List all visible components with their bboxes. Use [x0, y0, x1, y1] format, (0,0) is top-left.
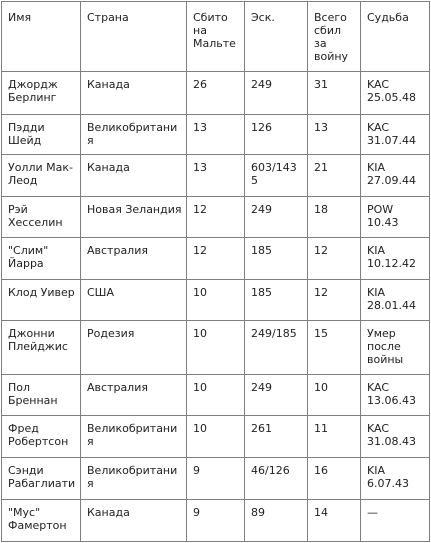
header-country: Страна	[81, 2, 187, 72]
cell-name: Фред Робертсон	[2, 416, 81, 458]
cell-country: Канада	[81, 500, 187, 542]
cell-total-kills: 12	[308, 280, 361, 321]
cell-name: Пэдди Шейд	[2, 115, 81, 155]
table-row	[2, 280, 430, 321]
cell-name: Джонни Плейджис	[2, 321, 81, 375]
table-header-row	[2, 2, 430, 72]
cell-fate: —	[361, 500, 430, 542]
cell-country: Австралия	[81, 238, 187, 280]
table-row	[2, 155, 430, 197]
cell-squadron: 249	[245, 375, 308, 416]
cell-fate: KAC 31.08.43	[361, 416, 430, 458]
table-row	[2, 500, 430, 542]
cell-name: "Слим" Йарра	[2, 238, 81, 280]
cell-malta-kills: 10	[187, 280, 245, 321]
cell-malta-kills: 12	[187, 238, 245, 280]
cell-squadron: 261	[245, 416, 308, 458]
header-name: Имя	[2, 2, 81, 72]
cell-country: Великобритания	[81, 458, 187, 500]
cell-total-kills: 15	[308, 321, 361, 375]
cell-malta-kills: 26	[187, 72, 245, 115]
table-row	[2, 458, 430, 500]
cell-malta-kills: 9	[187, 458, 245, 500]
table-row	[2, 72, 430, 115]
cell-total-kills: 11	[308, 416, 361, 458]
cell-squadron: 249	[245, 197, 308, 238]
cell-country: Австралия	[81, 375, 187, 416]
cell-name: Клод Уивер	[2, 280, 81, 321]
cell-squadron: 46/126	[245, 458, 308, 500]
cell-name: Пол Бреннан	[2, 375, 81, 416]
cell-country: США	[81, 280, 187, 321]
table-row	[2, 238, 430, 280]
cell-malta-kills: 9	[187, 500, 245, 542]
aces-table	[1, 1, 430, 542]
table-row	[2, 115, 430, 155]
cell-malta-kills: 13	[187, 155, 245, 197]
cell-country: Великобритания	[81, 416, 187, 458]
header-total-kills: Всего сбил за войну	[308, 2, 361, 72]
cell-total-kills: 31	[308, 72, 361, 115]
header-malta-kills: Сбито на Мальте	[187, 2, 245, 72]
cell-squadron: 89	[245, 500, 308, 542]
cell-fate: KAC 25.05.48	[361, 72, 430, 115]
cell-malta-kills: 13	[187, 115, 245, 155]
cell-squadron: 185	[245, 238, 308, 280]
cell-name: Джордж Берлинг	[2, 72, 81, 115]
cell-country: Канада	[81, 72, 187, 115]
cell-total-kills: 18	[308, 197, 361, 238]
table-row	[2, 197, 430, 238]
cell-fate: POW 10.43	[361, 197, 430, 238]
cell-name: "Мус" Фамертон	[2, 500, 81, 542]
cell-malta-kills: 10	[187, 321, 245, 375]
cell-total-kills: 21	[308, 155, 361, 197]
cell-squadron: 126	[245, 115, 308, 155]
cell-total-kills: 10	[308, 375, 361, 416]
table-row	[2, 375, 430, 416]
cell-fate: KIA 10.12.42	[361, 238, 430, 280]
cell-fate: KIA 27.09.44	[361, 155, 430, 197]
cell-country: Канада	[81, 155, 187, 197]
cell-name: Рэй Хесселин	[2, 197, 81, 238]
cell-malta-kills: 12	[187, 197, 245, 238]
cell-total-kills: 14	[308, 500, 361, 542]
aces-table-container	[1, 1, 430, 542]
cell-squadron: 603/1435	[245, 155, 308, 197]
header-squadron: Эск.	[245, 2, 308, 72]
cell-name: Уолли Мак-Леод	[2, 155, 81, 197]
cell-name: Сэнди Рабаглиати	[2, 458, 81, 500]
cell-fate: KAC 31.07.44	[361, 115, 430, 155]
cell-country: Новая Зеландия	[81, 197, 187, 238]
cell-total-kills: 12	[308, 238, 361, 280]
table-row	[2, 321, 430, 375]
cell-fate: KIA 28.01.44	[361, 280, 430, 321]
cell-squadron: 249	[245, 72, 308, 115]
cell-country: Великобритания	[81, 115, 187, 155]
cell-fate: Умер после войны	[361, 321, 430, 375]
cell-malta-kills: 10	[187, 416, 245, 458]
cell-total-kills: 16	[308, 458, 361, 500]
header-fate: Судьба	[361, 2, 430, 72]
cell-fate: KAC 13.06.43	[361, 375, 430, 416]
cell-malta-kills: 10	[187, 375, 245, 416]
cell-country: Родезия	[81, 321, 187, 375]
cell-fate: KIA 6.07.43	[361, 458, 430, 500]
cell-squadron: 249/185	[245, 321, 308, 375]
cell-squadron: 185	[245, 280, 308, 321]
cell-total-kills: 13	[308, 115, 361, 155]
table-row	[2, 416, 430, 458]
